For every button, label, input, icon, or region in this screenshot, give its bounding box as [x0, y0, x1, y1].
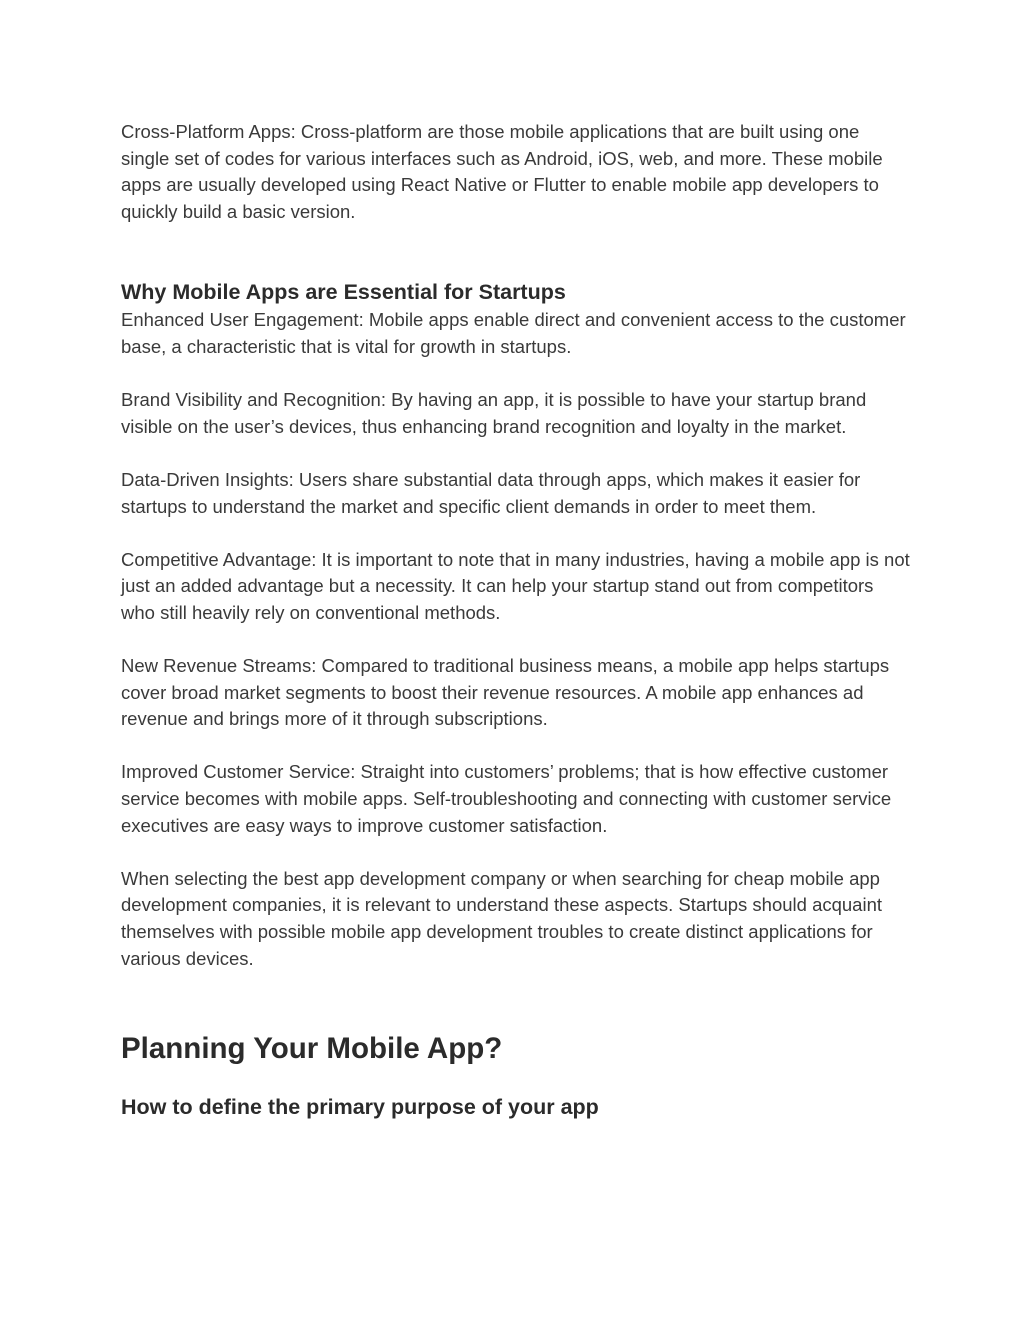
spacer — [121, 627, 911, 654]
spacer — [121, 440, 911, 467]
why-mobile-apps-heading: Why Mobile Apps are Essential for Startups — [121, 280, 566, 305]
spacer — [121, 361, 911, 388]
document-content — [121, 119, 911, 1122]
spacer — [121, 520, 911, 547]
data-insights-paragraph: Data-Driven Insights: Users share substantial data through apps, which makes it easier for startups to understand the market and specific client demands in order to meet them. — [121, 468, 861, 517]
selection-advice-paragraph: When selecting the best app development company or when searching for cheap mobile app development companies, it is relevant to understand these aspects. Startups should acquaint themselves with possible mobile app development troubles to create distinct applications for various devices. — [121, 867, 883, 969]
spacer — [121, 225, 911, 275]
spacer — [121, 972, 911, 1029]
customer-service-paragraph: Improved Customer Service: Straight into customers’ problems; that is how effective customer service becomes with mobile apps. Self-troubleshooting and connecting with customer service executives are easy ways to improve customer satisfaction. — [121, 761, 892, 836]
primary-purpose-heading: How to define the primary purpose of your app — [121, 1095, 599, 1120]
cross-platform-paragraph: Cross-Platform Apps: Cross-platform are those mobile applications that are built using one single set of codes for various interfaces such as Android, iOS, web, and more. These mobile apps are usually developed using React Native or Flutter to enable mobile app developers to quickly build a basic version. — [121, 121, 883, 222]
revenue-streams-paragraph: New Revenue Streams: Compared to traditional business means, a mobile app helps startups cover broad market segments to boost their revenue resources. A mobile app enhances ad revenue and brings more of it through subscriptions. — [121, 655, 890, 730]
spacer — [121, 1069, 911, 1090]
spacer — [121, 733, 911, 760]
competitive-advantage-paragraph: Competitive Advantage: It is important to note that in many industries, having a mobile app is not just an added advantage but a necessity. It can help your startup stand out from competitors who still heavily rely on conventional methods. — [121, 548, 910, 623]
planning-heading: Planning Your Mobile App? — [121, 1032, 503, 1066]
engagement-paragraph: Enhanced User Engagement: Mobile apps enable direct and convenient access to the customer base, a characteristic that is vital for growth in startups. — [121, 309, 906, 357]
brand-visibility-paragraph: Brand Visibility and Recognition: By having an app, it is possible to have your startup brand visible on the user’s devices, thus enhancing brand recognition and loyalty in the market. — [121, 389, 867, 437]
spacer — [121, 839, 911, 866]
